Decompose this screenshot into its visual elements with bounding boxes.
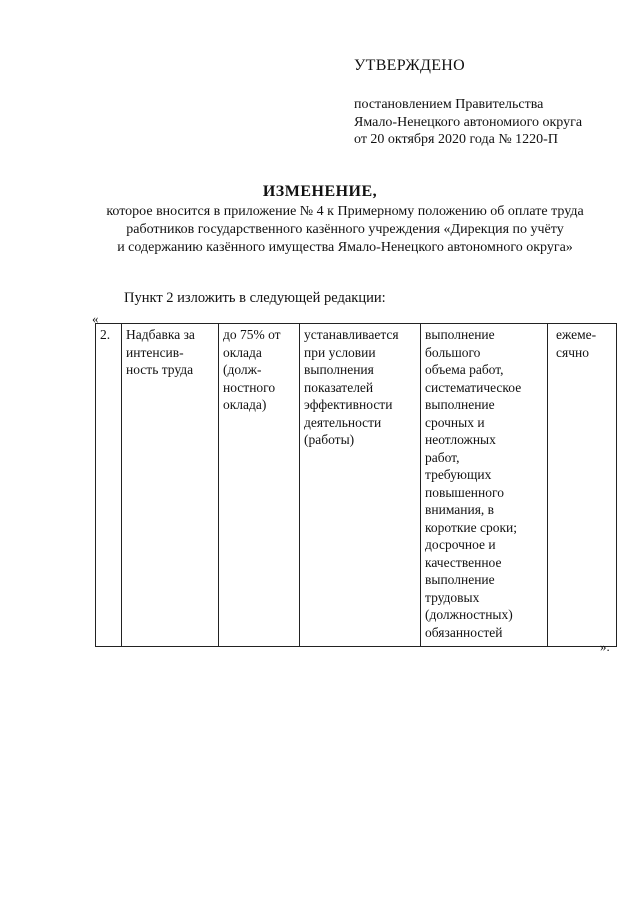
subtitle-line: и содержанию казённого имущества Ямало-Ненецкого автономного округа» (117, 240, 573, 255)
changes-table (95, 323, 617, 647)
cell-periodicity (548, 324, 617, 647)
approval-line: Ямало-Ненецкого автономиого округа (354, 114, 583, 130)
opening-quote: « (92, 311, 99, 326)
cell-text: Надбавка за интенсив- ность труда (126, 327, 195, 377)
document-subtitle (60, 203, 630, 257)
cell-name (122, 324, 219, 647)
approval-stamp-heading: УТВЕРЖДЕНО (354, 57, 466, 74)
document-title: ИЗМЕНЕНИЕ, (262, 183, 378, 200)
closing-quote: ». (600, 639, 610, 654)
approval-line: постановлением Правительства (354, 97, 544, 112)
approval-details (354, 96, 582, 149)
subtitle-line: работников государственного казённого учреждения «Дирекция по учёту (126, 222, 564, 237)
table-row (96, 324, 617, 647)
cell-text: выполнение большого объема работ, систематическое выполнение срочных и неотложных работ, требующих повышенного внимания, в короткие сроки; досрочное и качественное выполнение трудовых (должностных) обязанностей (425, 327, 522, 640)
approval-line: от 20 октября 2020 года № 1220-П (354, 132, 558, 147)
cell-text: ежеме- сячно (556, 327, 597, 360)
cell-text: 2. (100, 327, 111, 342)
intro-paragraph: Пункт 2 изложить в следующей редакции: (124, 290, 386, 306)
cell-number (96, 324, 122, 647)
cell-condition (300, 324, 421, 647)
cell-criteria (421, 324, 548, 647)
cell-text: до 75% от оклада (долж- ностного оклада) (223, 327, 281, 412)
cell-amount (219, 324, 300, 647)
subtitle-line: которое вносится в приложение № 4 к Примерному положению об оплате труда (106, 204, 584, 219)
cell-text: устанавливается при условии выполнения показателей эффективности деятельности (работы) (304, 327, 399, 447)
